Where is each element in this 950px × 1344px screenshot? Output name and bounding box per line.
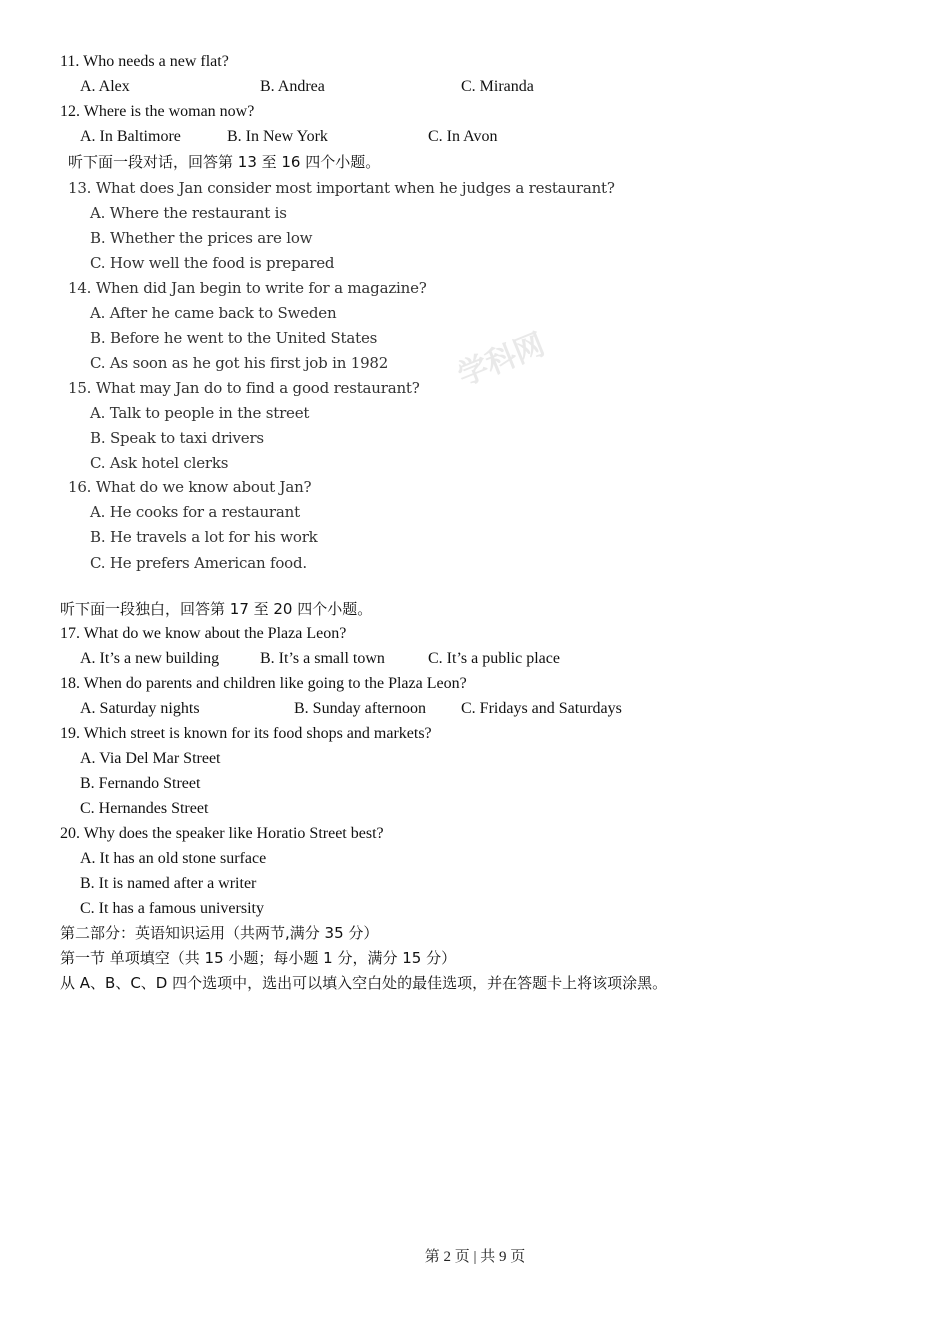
section-1-title: 第一节 单项填空（共 15 小题；每小题 1 分，满分 15 分） xyxy=(60,949,457,967)
question-16-option-c: C. He prefers American food. xyxy=(90,554,307,572)
question-15-option-a: A. Talk to people in the street xyxy=(90,404,310,422)
question-14-option-b: B. Before he went to the United States xyxy=(90,329,378,347)
question-20-option-b: B. It is named after a writer xyxy=(80,875,257,892)
question-12-stem: 12. Where is the woman now? xyxy=(60,103,255,120)
question-15-stem: 15. What may Jan do to find a good restaurant? xyxy=(68,379,420,397)
question-14-option-a: A. After he came back to Sweden xyxy=(90,304,337,322)
question-19-option-b: B. Fernando Street xyxy=(80,775,201,792)
question-14-stem: 14. When did Jan begin to write for a magazine? xyxy=(68,279,427,297)
question-15-option-c: C. Ask hotel clerks xyxy=(90,454,229,472)
section-1-instructions: 从 A、B、C、D 四个选项中，选出可以填入空白处的最佳选项，并在答题卡上将该项涂黑。 xyxy=(60,974,668,992)
question-16-option-b: B. He travels a lot for his work xyxy=(90,528,318,546)
question-18-option-c: C. Fridays and Saturdays xyxy=(461,700,622,717)
question-13-option-a: A. Where the restaurant is xyxy=(90,204,287,222)
question-17-stem: 17. What do we know about the Plaza Leon? xyxy=(60,625,347,642)
question-15-option-b: B. Speak to taxi drivers xyxy=(90,429,264,447)
question-16-stem: 16. What do we know about Jan? xyxy=(68,478,312,496)
question-17-option-b: B. It’s a small town xyxy=(260,650,385,667)
question-13-option-b: B. Whether the prices are low xyxy=(90,229,313,247)
question-12-option-b: B. In New York xyxy=(227,128,328,145)
question-20-stem: 20. Why does the speaker like Horatio Street best? xyxy=(60,825,384,842)
question-19-option-a: A. Via Del Mar Street xyxy=(80,750,221,767)
question-11-option-c: C. Miranda xyxy=(461,78,534,95)
question-19-option-c: C. Hernandes Street xyxy=(80,800,209,817)
question-17-option-c: C. It’s a public place xyxy=(428,650,560,667)
question-19-stem: 19. Which street is known for its food shops and markets? xyxy=(60,725,432,742)
question-12-option-c: C. In Avon xyxy=(428,128,498,145)
watermark: 学科网 xyxy=(453,327,550,394)
question-20-option-a: A. It has an old stone surface xyxy=(80,850,267,867)
monologue-section-heading: 听下面一段独白，回答第 17 至 20 四个小题。 xyxy=(60,600,373,618)
dialogue-section-heading: 听下面一段对话，回答第 13 至 16 四个小题。 xyxy=(68,153,381,171)
question-13-option-c: C. How well the food is prepared xyxy=(90,254,335,272)
question-13-stem: 13. What does Jan consider most important when he judges a restaurant? xyxy=(68,179,615,197)
question-16-option-a: A. He cooks for a restaurant xyxy=(90,503,300,521)
question-11-stem: 11. Who needs a new flat? xyxy=(60,53,229,70)
question-20-option-c: C. It has a famous university xyxy=(80,900,264,917)
part-2-title: 第二部分：英语知识运用（共两节,满分 35 分） xyxy=(60,924,379,942)
question-11-option-b: B. Andrea xyxy=(260,78,325,95)
question-18-stem: 18. When do parents and children like going to the Plaza Leon? xyxy=(60,675,467,692)
page-footer: 第 2 页 | 共 9 页 xyxy=(424,1249,526,1265)
question-17-option-a: A. It’s a new building xyxy=(80,650,220,667)
question-14-option-c: C. As soon as he got his first job in 1982 xyxy=(90,354,389,372)
question-11-option-a: A. Alex xyxy=(80,78,130,95)
question-18-option-b: B. Sunday afternoon xyxy=(294,700,426,717)
question-12-option-a: A. In Baltimore xyxy=(80,128,181,145)
question-18-option-a: A. Saturday nights xyxy=(80,700,200,717)
